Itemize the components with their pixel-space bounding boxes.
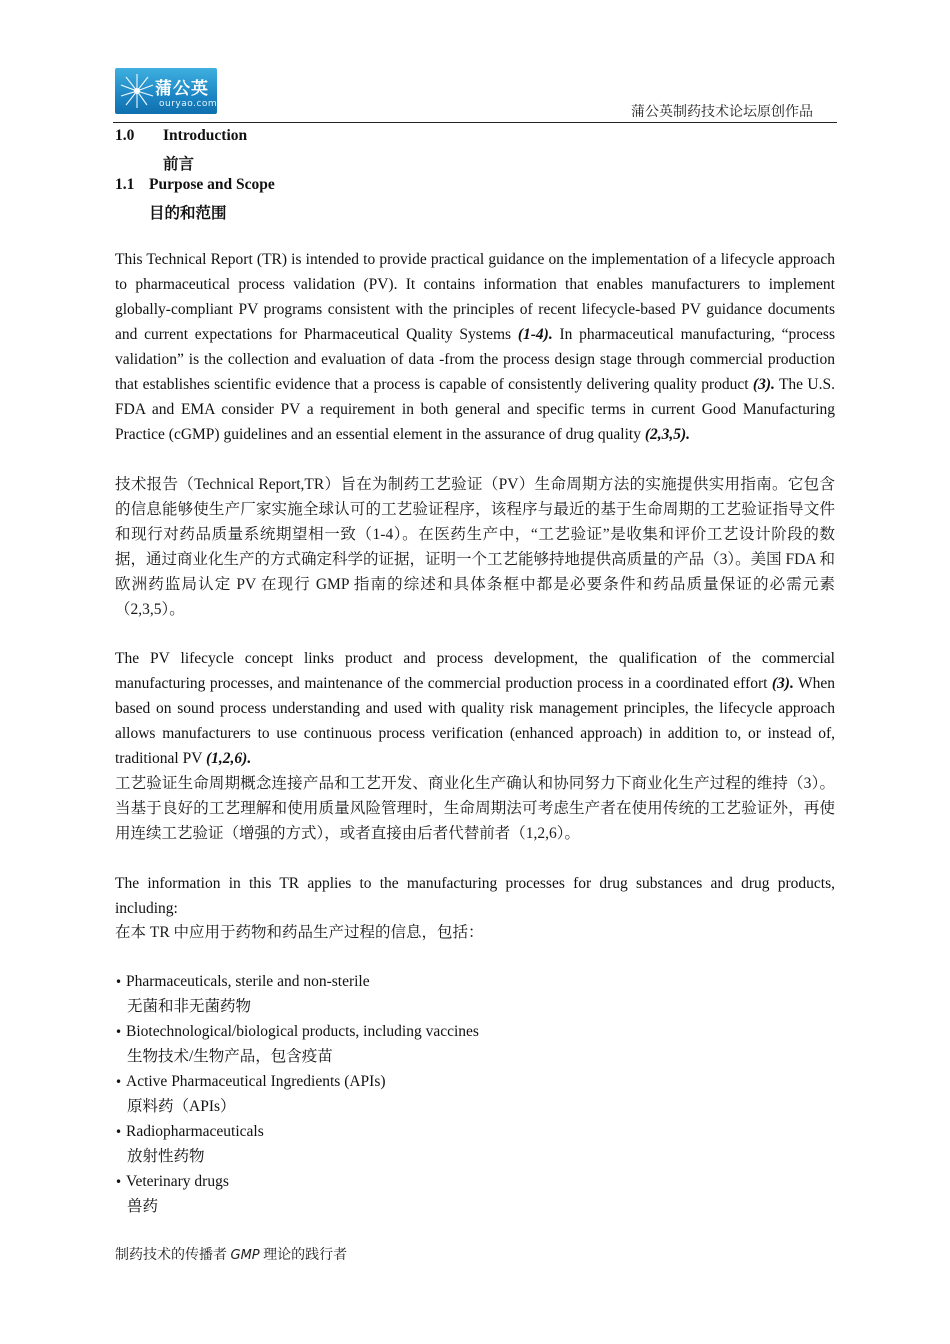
paragraph-text: The PV lifecycle concept links product and process development, the qualification of the commercial manufacturing processes, and maintenance of the commercial production process in a coordinated effort bbox=[115, 650, 835, 692]
citation: (3). bbox=[752, 376, 775, 393]
subsection-number: 1.1 bbox=[115, 176, 135, 193]
section-number: 1.0 bbox=[115, 127, 135, 144]
list-item bbox=[115, 970, 715, 1019]
list-item-en: • Active Pharmaceutical Ingredients (APIs) bbox=[115, 1070, 715, 1095]
list-item-cn: 原料药（APIs） bbox=[127, 1097, 236, 1115]
list-item-cn: 兽药 bbox=[127, 1197, 159, 1215]
footer-text: 制药技术的传播者 bbox=[115, 1248, 231, 1263]
list-item-en: • Radiopharmaceuticals bbox=[115, 1120, 715, 1145]
paragraph-text: The U.S. FDA and EMA consider PV a requirement in both general and specific terms in current Good Manufacturing Practice (cGMP) guidelines and an essential element in the assurance of drug quality bbox=[115, 376, 835, 443]
list-item bbox=[115, 1070, 715, 1119]
scope-list bbox=[115, 970, 715, 1220]
paragraph-lifecycle-en bbox=[115, 646, 835, 771]
footer-text: 理论的践行者 bbox=[259, 1248, 348, 1263]
paragraph-purpose-en bbox=[115, 247, 835, 447]
paragraph-text: When based on sound process understanding and used with quality risk management principles, the lifecycle approach allows manufacturers to use continuous process verification (enhanced approach) in addition to, or instead of, traditional PV bbox=[115, 675, 836, 767]
section-title-cn: 前言 bbox=[163, 156, 195, 173]
paragraph-scope-cn: 在本 TR 中应用于药物和药品生产过程的信息，包括： bbox=[115, 924, 484, 941]
list-item-cn: 生物技术/生物产品，包含疫苗 bbox=[127, 1047, 333, 1065]
section-title: Introduction bbox=[163, 127, 248, 144]
header-forum-label: 蒲公英制药技术论坛原创作品 bbox=[631, 105, 813, 120]
list-item bbox=[115, 1170, 715, 1219]
list-item bbox=[115, 1120, 715, 1169]
site-logo bbox=[115, 68, 217, 114]
list-item-en: • Veterinary drugs bbox=[115, 1170, 715, 1195]
header-divider bbox=[113, 122, 837, 123]
paragraph-text: This Technical Report (TR) is intended to provide practical guidance on the implementation of a lifecycle approach to pharmaceutical process validation (PV). It contains information that enables manufacturers to implement globally-compliant PV programs consistent with the principles of recent lifecycle-based PV guidance documents and current expectations for Pharmaceutical Quality Systems bbox=[115, 251, 835, 343]
logo-url: ouryao.com bbox=[159, 99, 217, 109]
dandelion-icon bbox=[118, 71, 156, 111]
list-item-en: • Biotechnological/biological products, including vaccines bbox=[115, 1020, 715, 1045]
citation: (2,3,5). bbox=[644, 426, 691, 443]
citation: (1-4). bbox=[517, 326, 553, 343]
paragraph-purpose-cn: 技术报告（Technical Report,TR）旨在为制药工艺验证（PV）生命周期方法的实施提供实用指南。它包含的信息能够使生产厂家实施全球认可的工艺验证程序，该程序与最近的基于生命周期的工艺验证指导文件和现行对药品质量系统期望相一致（1-4）。在医药生产中，“工艺验证”是收集和评价工艺设计阶段的数据，通过商业化生产的方式确定科学的证据，证明一个工艺能够持地提供高质量的产品（3）。美国 FDA 和欧洲药监局认定 PV 在现行 GMP 指南的综述和具体条框中都是必要条件和药品质量保证的必需元素（2,3,5）。 bbox=[115, 476, 835, 618]
subsection-title: Purpose and Scope bbox=[149, 176, 275, 193]
paragraph-text: In pharmaceutical manufacturing, “process validation” is the collection and evaluation of data -from the process design stage through commercial production that establishes scientific evidence that a process is capable of consistently delivering quality product bbox=[115, 326, 835, 393]
citation: (3). bbox=[771, 675, 794, 692]
footer-gmp: GMP bbox=[230, 1248, 260, 1263]
list-item-en: • Pharmaceuticals, sterile and non-sterile bbox=[115, 970, 715, 995]
citation: (1,2,6). bbox=[206, 750, 252, 767]
list-item bbox=[115, 1020, 715, 1069]
list-item-cn: 无菌和非无菌药物 bbox=[127, 997, 252, 1015]
paragraph-lifecycle-cn: 工艺验证生命周期概念连接产品和工艺开发、商业化生产确认和协同努力下商业化生产过程的维持（3）。当基于良好的工艺理解和使用质量风险管理时，生命周期法可考虑生产者在使用传统的工艺验证外，再使用连续工艺验证（增强的方式），或者直接由后者代替前者（1,2,6）。 bbox=[115, 775, 835, 842]
logo-text: 蒲公英 bbox=[155, 79, 209, 98]
list-item-cn: 放射性药物 bbox=[127, 1147, 205, 1165]
paragraph-scope-en: The information in this TR applies to the manufacturing processes for drug substances and drug products, including: bbox=[115, 875, 835, 917]
subsection-title-cn: 目的和范围 bbox=[149, 205, 227, 222]
page-footer bbox=[115, 1244, 347, 1264]
